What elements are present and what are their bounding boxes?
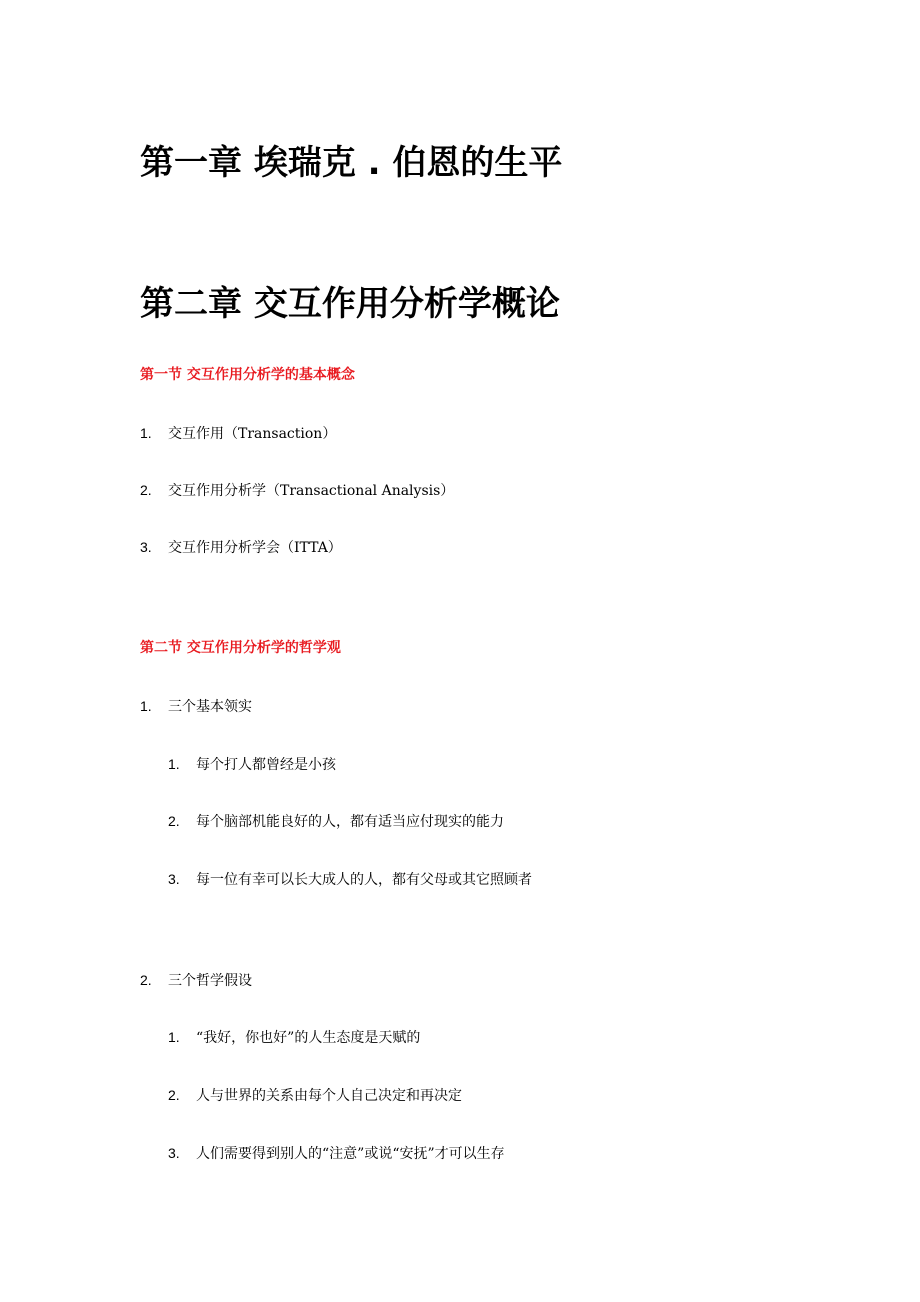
list-text: 人与世界的关系由每个人自己决定和再决定 bbox=[196, 1088, 462, 1104]
list-number: 2. bbox=[140, 972, 152, 988]
list-number: 1. bbox=[140, 698, 152, 714]
sub-list-item bbox=[168, 754, 336, 775]
list-text: 三个哲学假设 bbox=[168, 973, 252, 989]
list-text: 交互作用分析学（Transactional Analysis） bbox=[168, 483, 455, 499]
list-number: 3. bbox=[168, 871, 180, 887]
sub-list-item bbox=[168, 869, 532, 890]
section-heading-2: 第二节 交互作用分析学的哲学观 bbox=[140, 640, 341, 656]
sub-list-item bbox=[168, 1027, 420, 1048]
list-number: 1. bbox=[168, 1029, 180, 1045]
list-number: 1. bbox=[168, 756, 180, 772]
list-item bbox=[140, 696, 252, 717]
list-item bbox=[140, 537, 342, 558]
list-item bbox=[140, 480, 454, 501]
list-text: 交互作用分析学会（ITTA） bbox=[168, 540, 342, 556]
list-number: 2. bbox=[140, 482, 152, 498]
list-text: 每个脑部机能良好的人，都有适当应付现实的能力 bbox=[196, 814, 504, 830]
sub-list-item bbox=[168, 1085, 462, 1106]
sub-list-item bbox=[168, 811, 504, 832]
list-text: 三个基本领实 bbox=[168, 699, 252, 715]
list-number: 3. bbox=[140, 539, 152, 555]
section-heading-1: 第一节 交互作用分析学的基本概念 bbox=[140, 367, 355, 383]
list-number: 1. bbox=[140, 425, 152, 441]
sub-list-item bbox=[168, 1143, 505, 1164]
list-number: 2. bbox=[168, 813, 180, 829]
chapter-title-1: 第一章 埃瑞克 . 伯恩的生平 bbox=[140, 143, 563, 183]
list-text: 每个打人都曾经是小孩 bbox=[196, 757, 336, 773]
list-item bbox=[140, 970, 252, 991]
list-text: 交互作用（Transaction） bbox=[168, 426, 337, 442]
list-text: 人们需要得到别人的“注意”或说“安抚”才可以生存 bbox=[196, 1146, 505, 1162]
list-text: 每一位有幸可以长大成人的人，都有父母或其它照顾者 bbox=[196, 872, 532, 888]
list-text: “我好，你也好”的人生态度是天赋的 bbox=[196, 1030, 421, 1046]
list-number: 2. bbox=[168, 1087, 180, 1103]
list-number: 3. bbox=[168, 1145, 180, 1161]
list-item bbox=[140, 423, 336, 444]
chapter-title-2: 第二章 交互作用分析学概论 bbox=[140, 284, 560, 324]
